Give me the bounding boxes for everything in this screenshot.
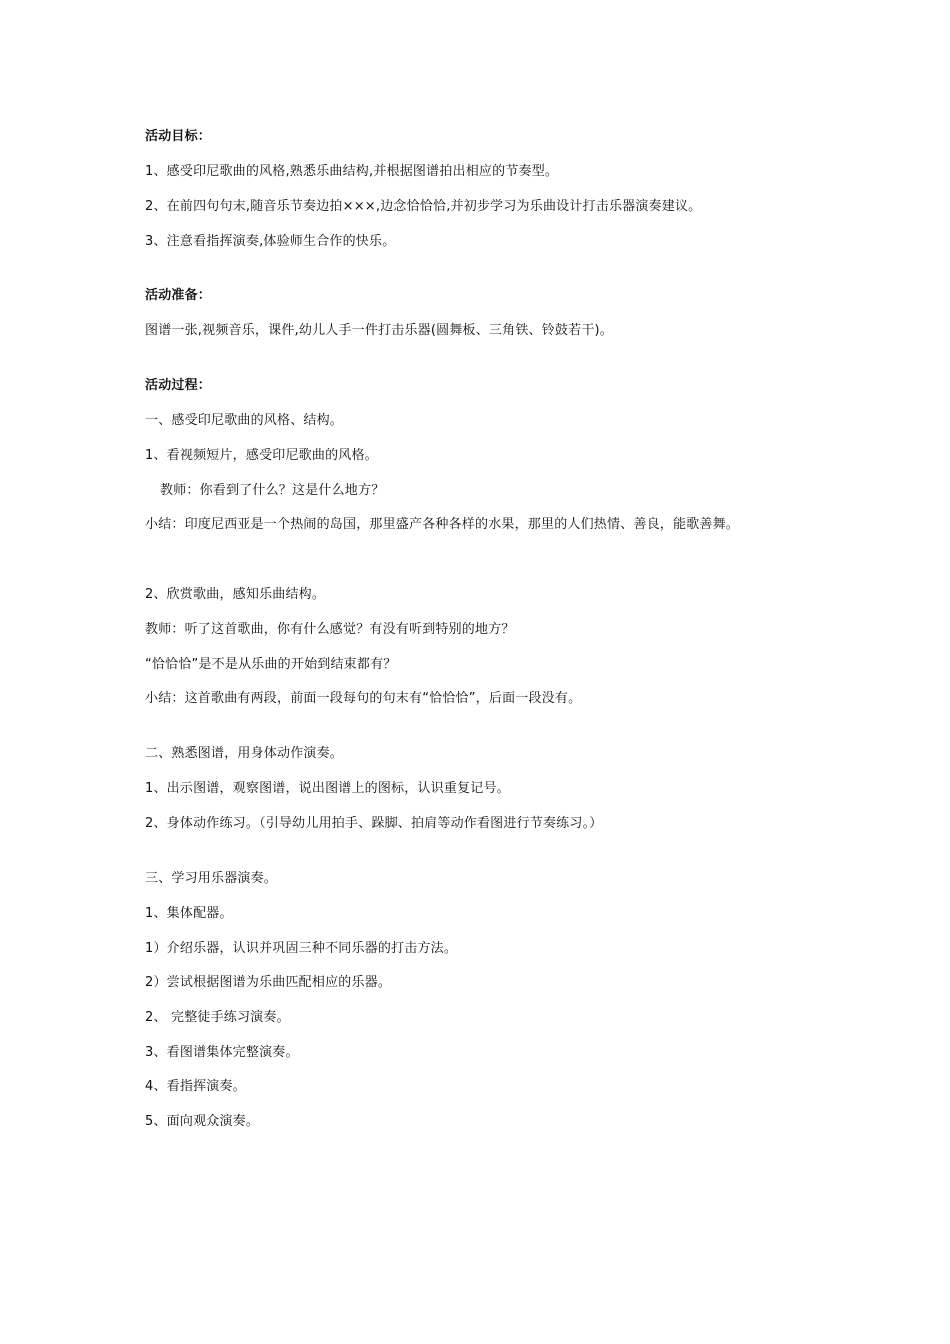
part1-step2: 2、欣赏歌曲，感知乐曲结构。 [145, 587, 326, 602]
goal-item-3: 3、注意看指挥演奏,体验师生合作的快乐。 [145, 234, 396, 249]
part1-teacher2: 教师：听了这首歌曲，你有什么感觉？有没有听到特别的地方？ [145, 622, 515, 637]
goal-item-1: 1、感受印尼歌曲的风格,熟悉乐曲结构,并根据图谱拍出相应的节奏型。 [145, 164, 559, 179]
part1-title: 一、感受印尼歌曲的风格、结构。 [145, 413, 344, 428]
part1-step1: 1、看视频短片，感受印尼歌曲的风格。 [145, 448, 378, 463]
goals-heading: 活动目标： [145, 129, 212, 144]
part3-sub2: 2）尝试根据图谱为乐曲匹配相应的乐器。 [145, 975, 392, 990]
part3-step2: 2、 完整徒手练习演奏。 [145, 1010, 290, 1025]
part1-summary2: 小结：这首歌曲有两段，前面一段每句的句末有“恰恰恰”，后面一段没有。 [145, 691, 582, 706]
part3-title: 三、学习用乐器演奏。 [145, 871, 278, 886]
part2-step2: 2、身体动作练习。（引导幼儿用拍手、跺脚、拍肩等动作看图进行节奏练习。） [145, 816, 603, 831]
part3-step5: 5、面向观众演奏。 [145, 1114, 260, 1129]
goal-item-2: 2、在前四句句末,随音乐节奏边拍×××,边念恰恰恰,并初步学习为乐曲设计打击乐器演奏建议。 [145, 199, 702, 214]
preparation-text: 图谱一张,视频音乐，课件,幼儿人手一件打击乐器(圆舞板、三角铁、铃鼓若干)。 [145, 323, 614, 338]
preparation-heading: 活动准备： [145, 288, 212, 303]
part1-teacher1: 教师：你看到了什么？这是什么地方？ [160, 483, 385, 498]
part2-step1: 1、出示图谱，观察图谱，说出图谱上的图标，认识重复记号。 [145, 781, 510, 796]
process-heading: 活动过程： [145, 378, 212, 393]
part3-step4: 4、看指挥演奏。 [145, 1079, 246, 1094]
part1-question: “恰恰恰”是不是从乐曲的开始到结束都有？ [145, 657, 397, 672]
part1-summary1: 小结：印度尼西亚是一个热闹的岛国，那里盛产各种各样的水果，那里的人们热情、善良，能歌善舞。 [145, 517, 740, 532]
part3-step3: 3、看图谱集体完整演奏。 [145, 1045, 299, 1060]
part3-sub1: 1）介绍乐器，认识并巩固三种不同乐器的打击方法。 [145, 941, 458, 956]
part2-title: 二、熟悉图谱，用身体动作演奏。 [145, 746, 344, 761]
part3-step1: 1、集体配器。 [145, 906, 233, 921]
